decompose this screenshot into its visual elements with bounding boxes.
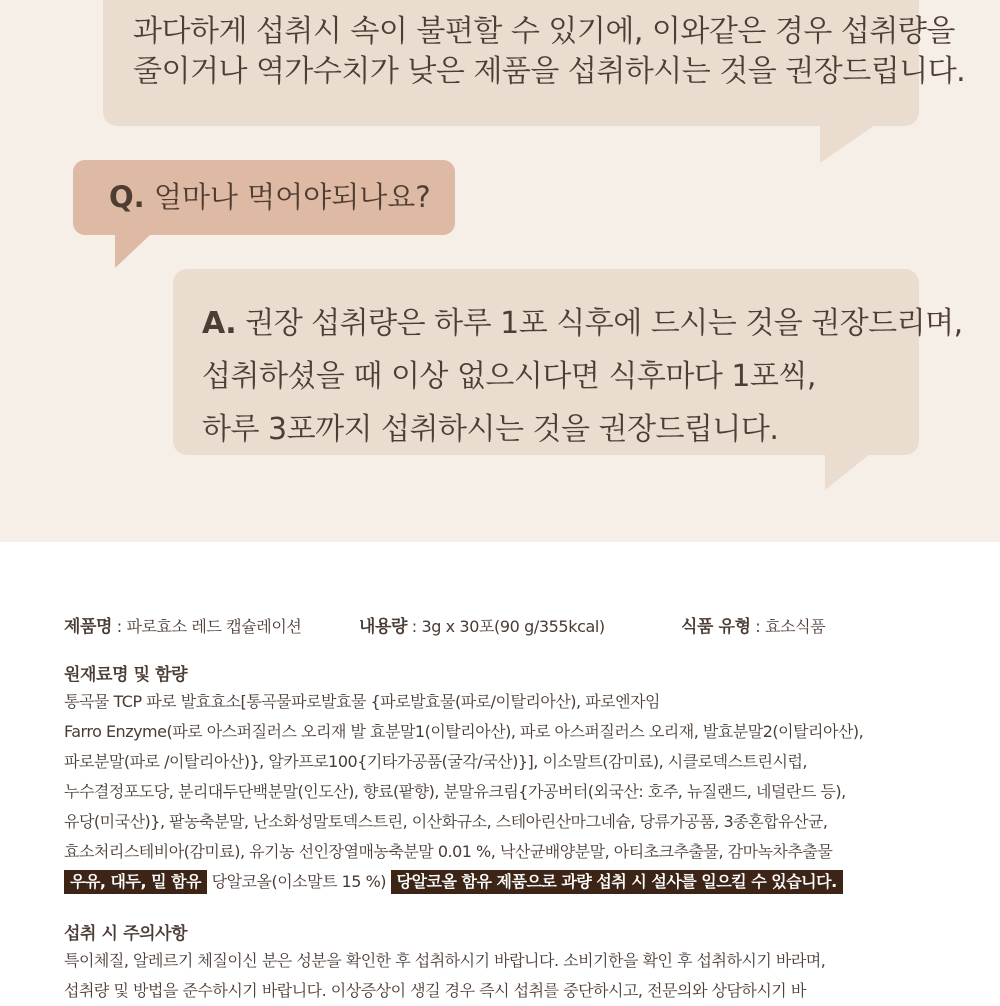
answer-bubble-2 [173, 269, 963, 455]
answer-bubble-1 [103, 0, 966, 126]
sugar-alcohol-warning: 당알코올 함유 제품으로 과량 섭취 시 설사를 일으킬 수 있습니다. [391, 870, 843, 894]
allergen-line [64, 867, 944, 897]
product-info-section [64, 612, 944, 1006]
answer-prefix: A. [202, 306, 237, 341]
allergen-badge: 우유, 대두, 밀 함유 [64, 870, 207, 894]
product-volume [359, 612, 605, 637]
answer-2-line: 하루 3포까지 섭취하시는 것을 권장드립니다. [202, 412, 779, 447]
question-2-text [109, 178, 431, 216]
caution-line: 특이체질, 알레르기 체질이신 분은 성분을 확인한 후 섭취하시기 바랍니다. 소비기한을 확인 후 섭취하시기 바라며, [64, 951, 826, 970]
product-summary-row [64, 612, 944, 646]
answer-2-line [202, 297, 963, 350]
answer-bubble-1-tail [820, 125, 875, 163]
answer-bubble-2-tail [825, 454, 870, 490]
ingredient-line: 효소처리스테비아(감미료), 유기농 선인장열매농축분말 0.01 %, 낙산균배양분말, 아티초크추출물, 감마녹차추출물 [64, 842, 833, 861]
question-prefix: Q. [109, 180, 145, 214]
answer-1-text [133, 12, 965, 92]
product-volume-label: 내용량 [359, 617, 408, 637]
answer-1-line: 줄이거나 역가수치가 낮은 제품을 섭취하시는 것을 권장드립니다. [133, 54, 966, 89]
ingredients-title: 원재료명 및 함량 [64, 665, 188, 685]
question-bubble-2-tail [115, 234, 151, 268]
ingredient-line: 누수결정포도당, 분리대두단백분말(인도산), 향료(팥향), 분말유크림{가공버터(외국산: 호주, 뉴질랜드, 네덜란드 등), [64, 782, 846, 801]
ingredient-line: 통곡물 TCP 파로 발효효소[통곡물파로발효물 {파로발효물(파로/이탈리아산), 파로엔자임 [64, 692, 660, 711]
answer-1-line: 과다하게 섭취시 속이 불편할 수 있기에, 이와같은 경우 섭취량을 [133, 14, 955, 49]
caution-title: 섭취 시 주의사항 [64, 924, 188, 944]
answer-2-text [202, 297, 963, 456]
ingredient-line: 파로분말(파로 /이탈리아산)}, 알카프로100{기타가공품(굴각/국산)}], 이소말트(감미료), 시클로덱스트린시럽, [64, 752, 807, 771]
product-type-value: : 효소식품 [750, 617, 826, 636]
product-name-label: 제품명 [64, 617, 113, 637]
product-volume-value: : 3g x 30포(90 g/355kcal) [407, 617, 605, 636]
question-bubble-2 [73, 160, 455, 235]
sugar-alcohol-text: 당알코올(이소말트 15 %) [207, 872, 391, 891]
ingredient-line: 유당(미국산)}, 팥농축분말, 난소화성말토덱스트린, 이산화규소, 스테아린산마그네슘, 당류가공품, 3종혼합유산균, [64, 812, 828, 831]
answer-2-line: 섭취하셨을 때 이상 없으시다면 식후마다 1포씩, [202, 359, 816, 394]
product-type [681, 612, 825, 637]
product-name-value: : 파로효소 레드 캡슐레이션 [112, 617, 302, 636]
caution-line: 섭취량 및 방법을 준수하시기 바랍니다. 이상증상이 생길 경우 즉시 섭취를 중단하시고, 전문의와 상담하시기 바 [64, 981, 806, 1000]
product-name [64, 612, 301, 637]
answer-2-line-1: 권장 섭취량은 하루 1포 식후에 드시는 것을 권장드리며, [236, 306, 963, 341]
question-2-body: 얼마나 먹어야되나요? [144, 180, 431, 214]
product-type-label: 식품 유형 [681, 617, 751, 637]
ingredient-line: Farro Enzyme(파로 아스퍼질러스 오리재 발 효분말1(이탈리아산), 파로 아스퍼질러스 오리재, 발효분말2(이탈리아산), [64, 722, 864, 741]
